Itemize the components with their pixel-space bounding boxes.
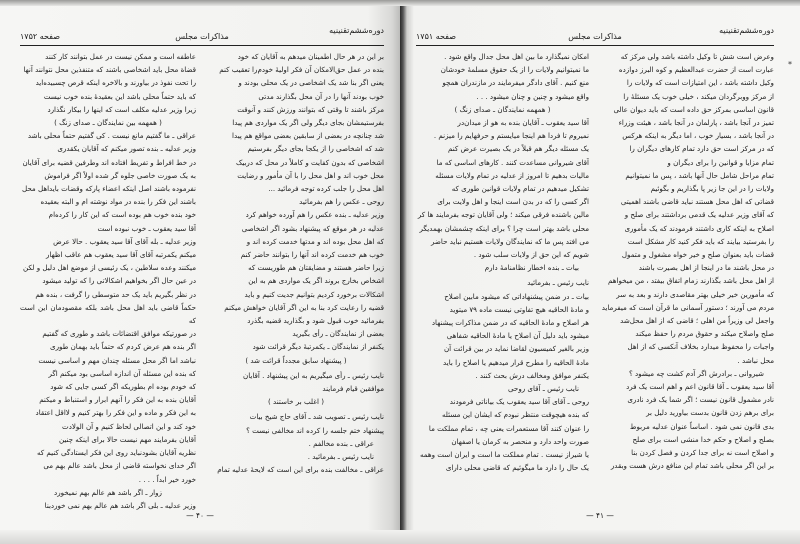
text-line: صلح واصلاح میکند و حقوق مردم را حفظ میکند [635, 329, 774, 339]
folio-number: — ۴۰ — [186, 511, 214, 520]
text-line: مردم می آورند ؛ دستور آسمانی ما قرآن است که میفرماید [601, 302, 774, 312]
text-line: اگر بنده هم عرض کردم که حتماً باید بهمان طوری [50, 342, 196, 352]
text-line: که خودم بوده ام بطوریکه اگر کسی جایی که شود [50, 382, 196, 392]
folio-number: — ۴۱ — [586, 511, 614, 520]
text-line: قضاتی که اهل محل هستند نباید قاضی باشند اهمیتی [620, 197, 774, 207]
text-line: اصلاح به اینکه کاری داشتند فرمودند که یک مأموری [624, 223, 774, 233]
text-line: که آقای وزیر عدلیه یک قدمی برداشتند برای صلح و [624, 210, 774, 220]
stage-direction: ( همهمه نمایندگان ـ صدای زنگ ) [454, 104, 551, 114]
text-line: عراقی ـ ما گفتیم مانع نیست . کی گفتیم حتماً محلی باشد [27, 131, 196, 141]
speaker-line: نایب رئیس ـ آقای روحی [508, 384, 579, 394]
text-line: در عین حال اگر بخواهیم اشکالاتی را که تولید میشود [42, 276, 196, 286]
text-line: واقع میشود و چنین و چنان میشود . . . [476, 91, 589, 101]
speaker-line: وزیر عدلیه ـ بلی اگر باشد هم عالم بهم نمی خوردبنا [44, 500, 196, 510]
speaker-line: شیروانی ـ برادرش اگر آدم کشت چه میشود ؟ [628, 368, 764, 378]
text-line: قضاة محل باید اشخاصی باشند که متنفذین محل نتوانند آنها [23, 65, 196, 75]
text-line: و اصلاح است نه برای جدا کردن و فصل کردن بنا [631, 448, 774, 458]
speaker-line: زوار ـ اگر باشد هم عالم بهم نمیخورد [54, 487, 162, 497]
text-line: روحی ـ عکس را هم بفرمائید [299, 197, 384, 207]
running-head [416, 22, 774, 46]
text-line: بفرمائید خوب قبول شود و بگذارید قضیه بگذرد [247, 316, 384, 326]
text-line: بدی قانون نمی شود . اساساً عنوان عدلیه مربوط [629, 421, 774, 431]
speaker-line: نایب رئیس ـ بفرمائید . [307, 452, 374, 462]
text-line: قانون اساسی بمرکز حق داده است که باید دیوان عالی [613, 104, 774, 114]
text-line: ولایات را در این جا زیر پا بگذاریم و بگوئیم [650, 184, 774, 194]
text-line: یکنفر از نمایندگان ـ یکمرتبهٔ دیگر قرائت شود [252, 342, 384, 352]
text-line: میشود باید دلیل آن اصلاح یا مادهٔ الحاقیه شفاهی [446, 331, 589, 341]
text-line: پیشنهاد ختم جلسه را کرده اند مخالفی نیست ؟ [246, 425, 384, 435]
text-line: از مرکز ووبرگردان میکند ، خیلی خوب یک مسئلهٔ را [623, 91, 774, 101]
column-left [20, 50, 196, 512]
text-line: خود کند و این اتصالی لحاظ کنیم و آن الولادت [62, 421, 196, 431]
text-line: موافقین قیام فرمایند [322, 384, 384, 394]
scan-edge [0, 530, 400, 544]
text-line: عبارت است از حضرت عبدالعظیم و کوه البرز دوازده [618, 65, 774, 75]
text-line: عدلیه در هر موقع که پیشنهاد بشود اگر اشخاصی [241, 223, 384, 233]
running-head [20, 22, 384, 46]
speaker-line: نایب رئیس ـ بفرمائید [527, 278, 589, 288]
text-line: بنده در عمل حق‌الامکان آن فکر اولیهٔ خودم‌را تعقیب کنم [219, 65, 384, 75]
stage-direction: ( اغلب بر خاستند ) [268, 397, 324, 407]
text-line: در آنجا باشد ، بسیار خوب ، اما دیگر به اینکه هرکس [622, 131, 774, 141]
text-line: بعضی از نمایندگان ـ رأی بگیرید [292, 329, 384, 339]
speaker-line: نایب رئیس ـ رأی میگیریم به این پیشنهاد . آقایان [242, 370, 384, 380]
text-line: برای برهم زدن قانون بدست بیاورید دلیل بر [646, 408, 774, 418]
text-line: حکماً قاضی باید اهل محل باشد بلکه مقصودمان این است که [20, 302, 196, 326]
text-line: تشکیل میدهیم در تمام ولایات قوانین طوری که [451, 184, 589, 194]
text-line: نمیروم تا فردا هم اینجا میایستم و حرفهایم را میزنم . [433, 131, 589, 141]
text-columns [20, 50, 384, 512]
text-line: قضیه را رعایت کرد بنا به این اگر آقایان خواهش میکنم [224, 302, 384, 312]
text-line: میکنند وعده سلاطین ، یک رئیسی از موضع اهل دلیل و لکن [22, 263, 196, 273]
text-line: آقای شیروانی مساعدت کنند . کارهای اساسی که ما [436, 157, 589, 167]
text-line: بر این در هر حال اطمینان میدهم به آقایان که خود [237, 52, 384, 61]
text-line: اشکالات برخورد کردیم بتوانیم جدیت کنیم و باید [244, 289, 384, 299]
text-line: وکیل داشته باشد ، این امتیازات است که ولایات را [626, 78, 774, 88]
text-line: زیرا حاضر هستند و مضایقتان هم طوریست که [248, 263, 384, 273]
text-line: یک حال را دارد ما میگوئیم که قاضی محلی دارای [445, 463, 589, 473]
text-line: نظریه آقایان بشودنباید روی این فکر ایستادگی کنیم که [36, 448, 196, 458]
text-line: منع کنیم . آقای دادگر میفرمایند در مازندران همچو [442, 78, 589, 88]
text-line: اهل محل را جلب کرده توجه فرمائید ... [268, 184, 384, 194]
page-number-label: صفحه ۱۷۵۱ [416, 32, 457, 41]
text-line: به این فکر و ماده و این فکر را بهتر کنیم و لااقل اعتقاد [35, 408, 196, 418]
text-line: شد که اشخاصی را از یکجا بجای دیگر بفرستیم [247, 144, 384, 154]
text-line: محلی باشد بهتر است چرا ؟ برای اینکه چشمشان بهمدیگر [419, 223, 589, 233]
text-line: که بنده هیچوقت منتظر نبودم که ایشان این مسئله [442, 410, 589, 420]
text-line: از اهل محل باشد بگذارند زمام اتفاق بیفتد ، من میخواهم [608, 276, 774, 286]
text-line: روحی ـ آقای آقا سید یعقوب یک بیاناتی فرمودند [449, 397, 589, 407]
text-line: یکنفر موافق ومخالف درش بحث کنند . [475, 370, 589, 380]
text-line: یعنی اگر بنا شد یک اشخاصی در یک محلی بودند و [238, 78, 384, 88]
text-line: یا شیراز نیست . تمام مملکت ما است و ایران است وهمه [419, 450, 589, 460]
session-label: دوره‌ششم‌تقنینیه [329, 26, 384, 35]
text-line: در صورتیکه موافق اقتضائات باشد و طوری که گفتیم [42, 329, 196, 339]
text-line: در خط افراط و تفریط افتاده اند وطرفین قضیه برای آقایان [22, 157, 196, 167]
text-line: ما نمیتوانیم ولایات را از یک حقوق مسلمهٔ خودشان [440, 65, 589, 75]
stage-direction: ( پیشنهاد سابق مجدداً قرائت شد ) [245, 355, 347, 365]
text-line: تمام مزایا و قوانین را برای دیگران و [667, 157, 774, 167]
text-line: آقایان بنده به این فکر را آنهم ابرار و استنباط و میکنم [39, 395, 196, 405]
text-line: بر این اگر محلی باشد تمام این منافع درش هست وبقدر [610, 461, 774, 471]
text-line: وزیر عدلیه ـ بنده تصور میکنم که آقایان یکقدری [57, 144, 196, 154]
text-line: بفرستیمشان بجای دیگر ولی اگر یک مواردی هم پیدا [232, 118, 384, 128]
text-line: را عنوان کنند آقا مستعمرات یعنی چه ، تمام مملکت ما [428, 423, 589, 433]
text-line: آقا سید یعقوب ـ خوب نبوده است [97, 223, 196, 233]
text-line: نباشد اما اگر محل مسئله چندان مهم و اساسی نیست [38, 355, 196, 365]
text-line: مالین باشنده فرقی میکند ؛ ولی آقایان توجه بفرمایند ها کر [417, 210, 589, 220]
text-line: در نظر بگیریم باید یک حد متوسطی را گرفت ، بنده هم [35, 289, 196, 299]
text-line: شویم که این حق از ولایات سلب شود . [473, 250, 589, 260]
text-line: شد چنانچه در بعضی از سابقین بعضی مواقع هم پیدا [232, 131, 384, 141]
scan-edge [400, 530, 800, 544]
column-left [416, 50, 589, 512]
text-line: که باید حتماً محلی باشد این بعقیدهٔ بنده خوب نیست [43, 91, 196, 101]
text-line: که بنده این مسئله آن اندازه اساسی بود میکنم اگر [48, 368, 196, 378]
text-line: اشخاص بخارج بروند اگر یک مواردی هم به این [248, 276, 384, 286]
speaker-line: آقا سید یعقوب ـ آقا قانون اعم و اهم است یک فرد [626, 382, 774, 392]
text-line: را تحت نفوذ در بیاورند و بالاخره اینکه قرص چسبیده‌اید [35, 78, 196, 88]
text-line: واجعل لی وزیراً من اهلی ؛ قاضی که از اهل محل‌شد [620, 316, 774, 326]
text-line: اگر خدای نخواسته قاضی از محل باشد عالم بهم می [43, 461, 196, 471]
text-line: اگر کسی را که در بدن است اینجا و اهل ولایت برای [437, 197, 589, 207]
publication-title: مذاکرات مجلس [568, 32, 622, 41]
text-line: زیرا وزیر عدلیه مکلف است که اینها را بیکار نگذارد [47, 104, 196, 114]
text-line: آقایان بفرمایند مهم نیست حالا برای اینکه چنین [58, 434, 196, 444]
text-line: وزیر عدلیه ـ بنده عکس را هم آورده خواهم کرد [245, 210, 384, 220]
text-line: در محل باشند ما در اینجا از اهل بصیرت باشند [638, 263, 774, 273]
text-line: خورد خیر ابداً . . . . [138, 474, 196, 484]
text-line: تمیز در آنجا باشد ، پارلمان در آنجا باشد ، هیئت وزراء [618, 118, 774, 128]
text-line: یک مسئله دیگر هم قبلاً در یک بصیرت عرض کنم [448, 144, 589, 154]
scan-edge [400, 0, 800, 6]
text-line: را بفرستید بیایند که باید فکر کنید کار مشکل است [627, 236, 774, 246]
text-line: می افتد پس ما که نمایندگان ولایات هستیم نباید حاضر [430, 236, 589, 246]
text-line: بصلح و اصلاح و حکم خدا منشی است برای صلح [632, 434, 774, 444]
text-line: هر اصلاح و مادهٔ الحاقیه که در ضمن مذاکرات پیشنهاد [431, 318, 589, 328]
speaker-line: بیات ـ بنده اخطار نظامنامهٔ دارم [484, 263, 579, 273]
text-line: اشخاصی که بدون کفایت و کاملاً در محل که دربیک [235, 157, 384, 167]
text-line: خود بنده خوب هم بوده است که این کار را کرده‌ام [48, 210, 196, 220]
right-page [400, 0, 800, 544]
column-right [208, 50, 384, 512]
text-line: خوب بودند آنها را در آن محل بگذارند مدتی [258, 91, 384, 101]
text-line: عاطفه است و ممکن نیست در عمل بتوانند کار کنند [45, 52, 196, 61]
margin-asterisk: * [788, 60, 792, 69]
text-line: که مأمورین خیر خیلی بهتر مقاصدی دارند و بعد به سر [616, 289, 774, 299]
text-line: وعرض است شش تا وکیل داشته باشد ولی مرکز که [620, 52, 774, 61]
column-right [601, 50, 774, 512]
text-columns [416, 50, 774, 512]
text-line: مالیات بدهیم تا امروز از عدلیه در تمام ولایات مسئله [435, 170, 589, 180]
text-line: وزیر بالغیر کمیسیون لقاضا نماید در بین قرائت آن [443, 344, 589, 354]
text-line: باشند این فکر را بنده در مواد نوشته ام و البته بعقیده [40, 197, 196, 207]
speaker-line: نایب رئیس ـ تصویب شد ـ آقای حاج شیخ بیات [249, 412, 384, 422]
text-line: میکنم یکمرتبه آقای آقا سید یعقوب هم عاقب اظهار [45, 250, 196, 260]
text-line: که اهل محل بوده اند و مدتها خدمت کرده اند و [246, 236, 384, 246]
text-line: که در مرکز است حق دارد تمام کارهای دیگران را [629, 144, 774, 154]
text-line: امکان نمیگذارد ما بین اهل محل جدال واقع شود . [444, 52, 589, 61]
scan-edge [0, 0, 400, 6]
text-line: و مادهٔ الحاقیه هیچ تفاوتی نیست ماده ۷۹ میتوید [449, 304, 589, 314]
text-line: خوب هم خدمت کرده اند آنها را بتوانند حاضر کنم [240, 250, 384, 260]
text-line: مادهٔ الحاقیه را مطرح قرار میدهیم یا اصلاح را باید [443, 357, 589, 367]
publication-title: مذاکرات مجلس [175, 32, 229, 41]
text-line: واجبات را محفوظ میدارد بخلاف آنکسی که از اهل [627, 342, 774, 352]
text-line: مرکز باشند تا وقتی که بتوانند ورزش کنند و آنوقت [237, 104, 384, 114]
text-line: بیات ـ در ضمن پیشنهاداتی که میشود مابین اصلاح [444, 291, 589, 301]
text-line: تمام مراحل شامل حال آنها باشد ، پس ما نمیتوانیم [625, 170, 774, 180]
text-line: به یک صورت خاصی جلوه گر شده اولاً اگر فراموش [44, 170, 196, 180]
text-line: نفرموده باشند اصل اینکه اعضاء پارکه وقضات بایداهل محل [21, 184, 196, 194]
speaker-line: عراقی ـ بنده مخالفم . [308, 438, 374, 448]
text-line: محل خوب اند و اهل محل را با آن مأمور و رضایت [237, 170, 384, 180]
text-line: نادر مشمول قانون نیست ؛ اگر شما یک فرد نادری [627, 395, 774, 405]
text-line: وزیر عدلیه ـ بله آقای آقا سید یعقوب . حالا عرض [53, 236, 196, 246]
page-number-label: صفحه ۱۷۵۲ [20, 32, 61, 41]
speaker-line: عراقی ـ مخالفت بنده برای این است که لایحهٔ عدلیه تمام [217, 465, 384, 475]
text-line: صورت واحد دارد و منحصر به کرمان یا اصفهان [451, 436, 589, 446]
session-label: دوره‌ششم‌تقنینیه [719, 26, 774, 35]
text-line: محل نباشد . [737, 355, 774, 365]
text-line: آقا سید یعقوب ـ آقایان بنده به هو از میدان‌در [457, 118, 589, 128]
stage-direction: ( همهمه بین نمایندگان ـ صدای زنگ ) [54, 118, 162, 128]
text-line: قضات باید بعنوان صلح و خیر خواه مشغول و متمول [621, 250, 774, 260]
